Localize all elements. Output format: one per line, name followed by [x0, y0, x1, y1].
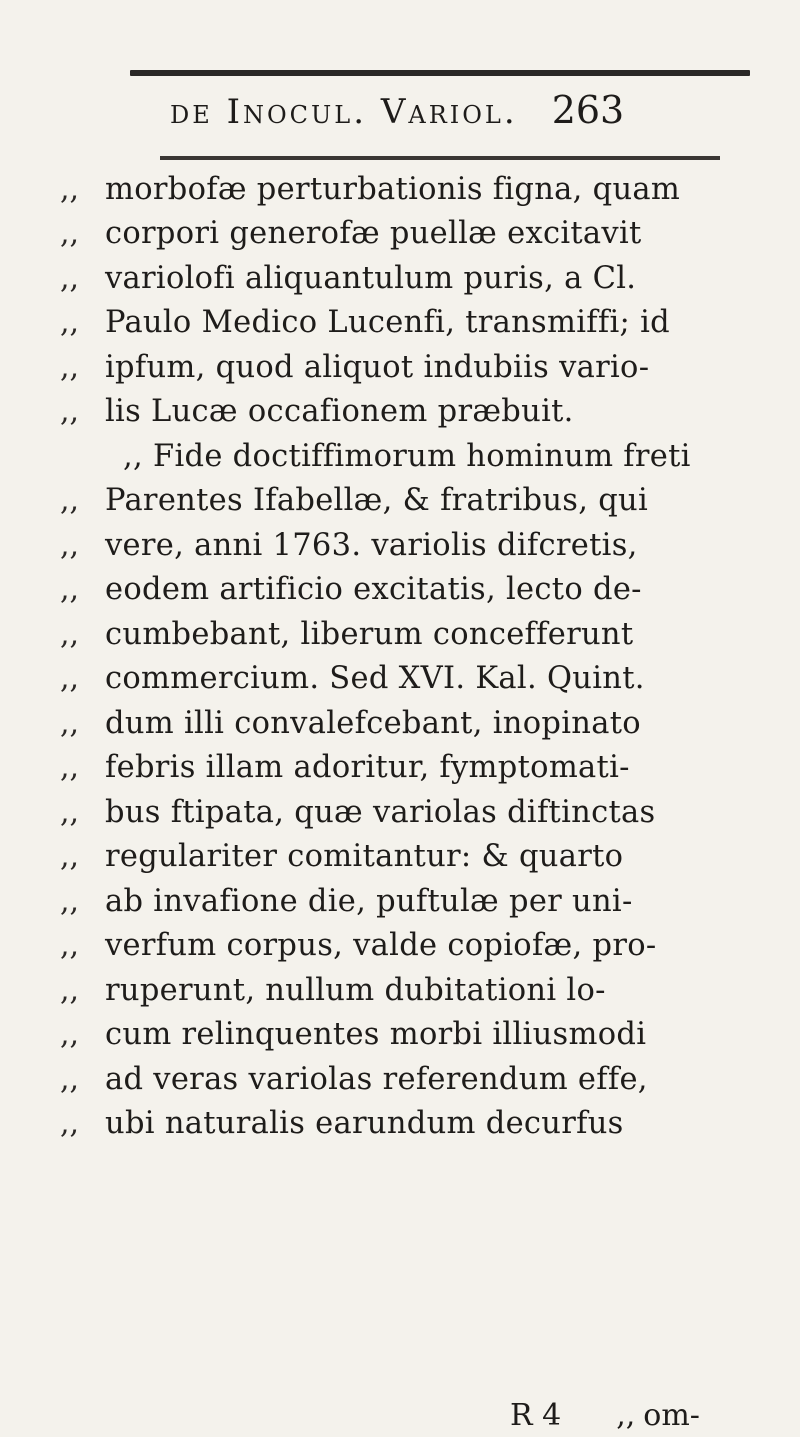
- quote-mark: ,,: [60, 394, 80, 430]
- line-text: eodem artificio excitatis, lecto de-: [105, 572, 642, 608]
- line-text: cum relinquentes morbi illiusmodi: [105, 1017, 647, 1053]
- running-title: de Inocul. Variol.: [170, 92, 518, 132]
- quote-mark: ,,: [60, 1061, 80, 1097]
- line-text: ad veras variolas referendum effe,: [105, 1061, 648, 1097]
- line-text: lis Lucæ occafionem præbuit.: [105, 394, 574, 430]
- line-text: ab invafione die, puftulæ per uni-: [105, 883, 633, 919]
- text-line: [60, 345, 750, 390]
- text-line: [60, 746, 750, 791]
- quote-mark: ,,: [60, 794, 80, 830]
- line-text: Paulo Medico Lucenfi, transmiffi; id: [105, 305, 670, 341]
- line-text: febris illam adoritur, fymptomati-: [105, 750, 630, 786]
- text-line: [60, 1102, 750, 1147]
- text-line: [60, 924, 750, 969]
- quote-mark: ,,: [60, 928, 80, 964]
- header-rule-top: [130, 70, 750, 76]
- line-text: morbofæ perturbationis figna, quam: [105, 171, 681, 207]
- line-text: regulariter comitantur: & quarto: [105, 839, 624, 875]
- text-line: [60, 1057, 750, 1102]
- text-line: [60, 701, 750, 746]
- page-footer: [230, 1395, 700, 1435]
- quote-mark: ,,: [60, 527, 80, 563]
- line-text: Parentes Ifabellæ, & fratribus, qui: [105, 483, 649, 519]
- text-line: [60, 790, 750, 835]
- quote-mark: ,,: [60, 1017, 80, 1053]
- text-line: [60, 879, 750, 924]
- catchword: om-: [643, 1397, 700, 1433]
- quote-mark: ,,: [60, 972, 80, 1008]
- quote-mark: ,,: [616, 1397, 636, 1433]
- text-line: [60, 568, 750, 613]
- text-line: [60, 657, 750, 702]
- text-line: [60, 612, 750, 657]
- signature-mark: R 4: [510, 1397, 562, 1433]
- quote-mark: ,,: [60, 260, 80, 296]
- page-number: 263: [551, 88, 625, 132]
- quote-mark: ,,: [60, 883, 80, 919]
- text-line: [60, 434, 750, 479]
- text-line: [60, 301, 750, 346]
- text-line: [60, 523, 750, 568]
- quote-mark: ,,: [60, 661, 80, 697]
- text-line: [60, 479, 750, 524]
- quote-mark: ,,: [60, 839, 80, 875]
- line-text: bus ftipata, quæ variolas diftinctas: [105, 794, 656, 830]
- line-text: ubi naturalis earundum decurfus: [105, 1106, 624, 1142]
- quote-mark: ,,: [60, 1106, 80, 1142]
- quote-mark: ,,: [60, 305, 80, 341]
- quote-mark: ,,: [60, 216, 80, 252]
- quote-mark: ,,: [60, 349, 80, 385]
- text-line: [60, 390, 750, 435]
- quote-mark: ,,: [60, 705, 80, 741]
- line-text: variolofi aliquantulum puris, a Cl.: [105, 260, 637, 296]
- quote-mark: ,,: [60, 572, 80, 608]
- text-line: [60, 256, 750, 301]
- line-text: cumbebant, liberum concefferunt: [105, 616, 634, 652]
- text-line: [60, 167, 750, 212]
- line-text: ipfum, quod aliquot indubiis vario-: [105, 349, 650, 385]
- text-line: [60, 968, 750, 1013]
- line-text: corpori generofæ puellæ excitavit: [105, 216, 642, 252]
- line-text: vere, anni 1763. variolis difcretis,: [105, 527, 638, 563]
- quote-mark: ,,: [60, 750, 80, 786]
- line-text: ,, Fide doctiffimorum hominum freti: [123, 438, 691, 474]
- line-text: dum illi convalefcebant, inopinato: [105, 705, 641, 741]
- text-line: [60, 835, 750, 880]
- page-header: [170, 88, 730, 148]
- line-text: ruperunt, nullum dubitationi lo-: [105, 972, 606, 1008]
- line-text: verfum corpus, valde copiofæ, pro-: [105, 928, 657, 964]
- quote-mark: ,,: [60, 483, 80, 519]
- quote-mark: ,,: [60, 171, 80, 207]
- line-text: commercium. Sed XVI. Kal. Quint.: [105, 661, 645, 697]
- text-body: [60, 167, 750, 1146]
- text-line: [60, 1013, 750, 1058]
- quote-mark: ,,: [60, 616, 80, 652]
- text-line: [60, 212, 750, 257]
- header-rule-bottom: [160, 156, 720, 160]
